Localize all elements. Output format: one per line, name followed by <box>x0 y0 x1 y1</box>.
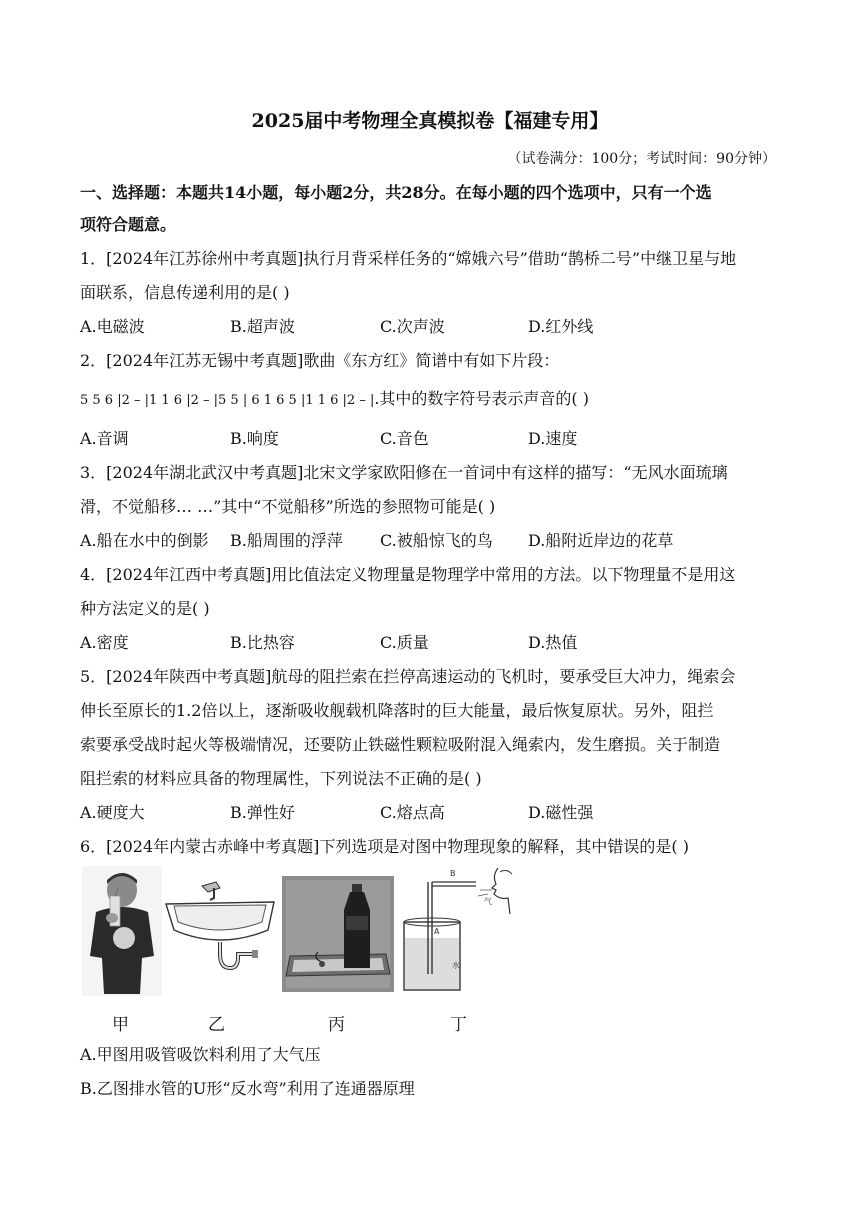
q4-option-c[interactable]: C.质量 <box>380 633 429 652</box>
q4-option-d[interactable]: D.热值 <box>528 633 578 652</box>
music-notation: 5 5 6 |2 – |1 1 6 |2 – |5 5 | 6 1 6 5 |1 1 6 |2 – | <box>80 393 375 408</box>
q2-option-a[interactable]: A.音调 <box>80 429 129 448</box>
q2-option-d[interactable]: D.速度 <box>528 429 578 448</box>
q1-option-c[interactable]: C.次声波 <box>380 317 445 336</box>
caption-bing: 丙 <box>328 1015 345 1035</box>
q5-option-d[interactable]: D.磁性强 <box>528 803 594 822</box>
caption-jia: 甲 <box>112 1015 129 1035</box>
q1-stem: 1．[2024年江苏徐州中考真题]执行月背采样任务的“嫦娥六号”借助“鹊桥二号”中继卫星与地 <box>80 249 737 268</box>
q3-stem: 3．[2024年湖北武汉中考真题]北宋文学家欧阳修在一首词中有这样的描写：“无风水面琉璃 <box>80 463 728 482</box>
section-heading-cont: 项符合题意。 <box>80 215 177 234</box>
q2-stem: 2．[2024年江苏无锡中考真题]歌曲《东方红》简谱中有如下片段： <box>80 351 560 370</box>
q1-stem-cont: 面联系，信息传递利用的是( ) <box>80 283 290 302</box>
q5-option-c[interactable]: C.熔点高 <box>380 803 445 822</box>
q2-stem-tail: .其中的数字符号表示声音的( ) <box>374 389 589 408</box>
label-b: B <box>450 869 456 878</box>
q6-option-a[interactable]: A.甲图用吸管吸饮料利用了大气压 <box>80 1045 321 1064</box>
q3-stem-cont: 滑，不觉船移… …”其中“不觉船移”所选的参照物可能是( ) <box>80 497 496 516</box>
q2-notation-line <box>80 386 589 409</box>
q3-option-c[interactable]: C.被船惊飞的鸟 <box>380 531 493 550</box>
q4-stem-cont: 种方法定义的是( ) <box>80 599 210 618</box>
figure-blowing-straw <box>396 864 530 992</box>
q1-option-d[interactable]: D.红外线 <box>528 317 594 336</box>
q1-option-b[interactable]: B.超声波 <box>230 317 295 336</box>
q5-stem-cont-2: 索要承受战时起火等极端情况，还要防止铁磁性颗粒吸附混入绳索内，发生磨损。关于制造 <box>80 735 721 754</box>
q3-option-d[interactable]: D.船附近岸边的花草 <box>528 531 674 550</box>
q5-option-a[interactable]: A.硬度大 <box>80 803 145 822</box>
q4-stem: 4．[2024年江西中考真题]用比值法定义物理量是物理学中常用的方法。以下物理量不是用这 <box>80 565 736 584</box>
label-water: 水 <box>452 961 460 970</box>
exam-meta: （试卷满分：100分；考试时间：90分钟） <box>507 151 776 167</box>
label-a: A <box>434 927 440 936</box>
figure-boy-drinking <box>82 866 162 996</box>
q2-option-b[interactable]: B.响度 <box>230 429 279 448</box>
figure-bottle-tray <box>282 876 394 992</box>
caption-ding: 丁 <box>450 1015 467 1035</box>
q2-option-c[interactable]: C.音色 <box>380 429 429 448</box>
q3-option-b[interactable]: B.船周围的浮萍 <box>230 531 343 550</box>
q4-option-b[interactable]: B.比热容 <box>230 633 295 652</box>
caption-yi: 乙 <box>208 1015 225 1035</box>
q1-option-a[interactable]: A.电磁波 <box>80 317 145 336</box>
figure-sink-drain <box>164 874 276 982</box>
q5-option-b[interactable]: B.弹性好 <box>230 803 295 822</box>
section-heading: 一、选择题：本题共14小题，每小题2分，共28分。在每小题的四个选项中，只有一个选 <box>80 183 712 202</box>
q6-stem: 6．[2024年内蒙古赤峰中考真题]下列选项是对图中物理现象的解释，其中错误的是( ) <box>80 837 689 856</box>
page-title: 2025届中考物理全真模拟卷【福建专用】 <box>251 110 609 132</box>
q6-option-b[interactable]: B.乙图排水管的U形“反水弯”利用了连通器原理 <box>80 1079 415 1098</box>
q5-stem-cont-1: 伸长至原长的1.2倍以上，逐渐吸收舰载机降落时的巨大能量，最后恢复原状。另外，阻拦 <box>80 701 714 720</box>
q5-stem-cont-3: 阻拦索的材料应具备的物理属性，下列说法不正确的是( ) <box>80 769 482 788</box>
label-air: 气 <box>484 897 492 906</box>
q3-option-a[interactable]: A.船在水中的倒影 <box>80 531 209 550</box>
q4-option-a[interactable]: A.密度 <box>80 633 129 652</box>
q5-stem: 5．[2024年陕西中考真题]航母的阻拦索在拦停高速运动的飞机时，要承受巨大冲力，绳索会 <box>80 667 736 686</box>
